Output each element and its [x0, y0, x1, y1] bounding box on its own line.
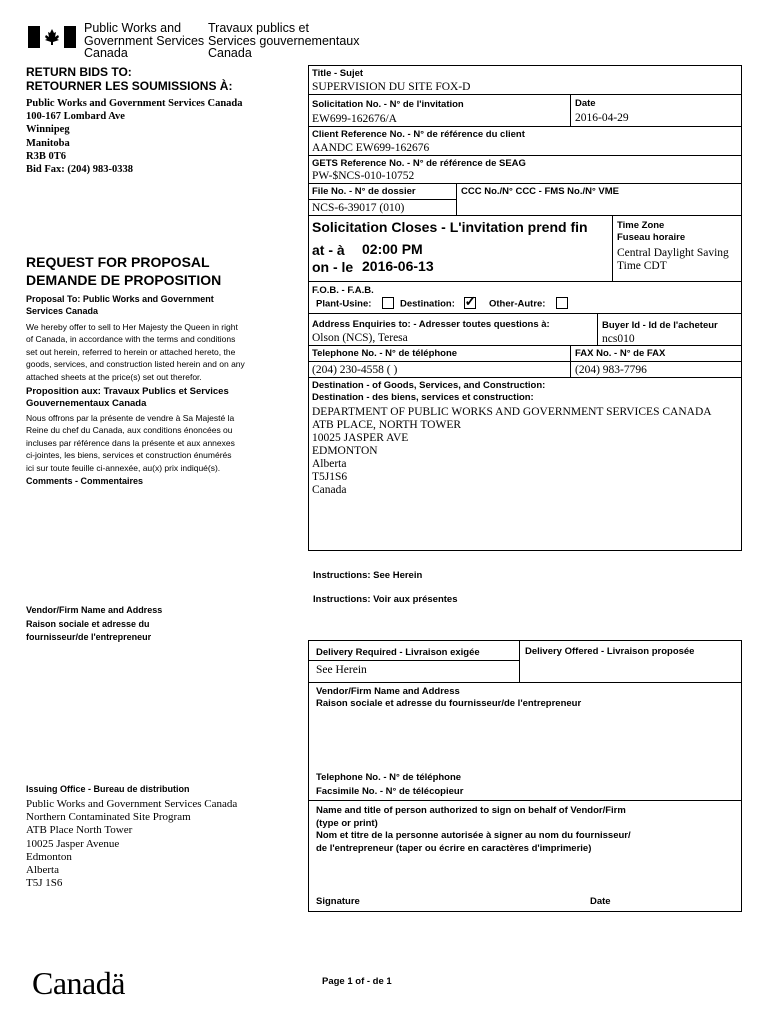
enquiries-value: Olson (NCS), Teresa	[312, 332, 408, 344]
canada-flag-icon	[28, 26, 76, 48]
gets-ref-value: PW-$NCS-010-10752	[312, 170, 415, 182]
plant-usine-checkbox[interactable]	[382, 297, 394, 309]
gets-ref-label: GETS Reference No. - N° de référence de SEAG	[312, 158, 526, 169]
phone-value: (204) 230-4558 ( )	[312, 364, 398, 376]
vendor-firm-label-left: Vendor/Firm Name and Address Raison sociale et adresse du fournisseur/de l'entrepreneur	[26, 605, 163, 642]
canada-wordmark-logo: Canadä	[32, 965, 125, 1001]
issuing-office-address: Public Works and Government Services Canada Northern Contaminated Site Program ATB Place North Tower 10025 Jasper Avenue Edmonton Alberta T5J 1S6	[26, 798, 238, 890]
offer-text-en: We hereby offer to sell to Her Majesty the Queen in right of Canada, in accordance with the terms and conditions set out herein, referred to herein or attached hereto, the goods, services, and construction listed herein and on any attached sheets at the price(s) set out therefor.	[26, 322, 245, 382]
proposal-to-label: Proposal To: Public Works and Government Services Canada	[26, 294, 214, 316]
fax-value: (204) 983-7796	[575, 364, 647, 376]
department-name-en: Public Works and Government Services Canada	[84, 21, 205, 60]
time-zone-label: Time Zone Fuseau horaire	[617, 220, 686, 243]
solicitation-value: EW699-162676/A	[312, 113, 397, 125]
destination-goods-label: Destination - of Goods, Services, and Construction: Destination - des biens, services et construction:	[312, 380, 546, 403]
client-ref-label: Client Reference No. - N° de référence du client	[312, 129, 525, 140]
fob-label: F.O.B. - F.A.B.	[312, 285, 374, 296]
title-label: Title - Sujet	[312, 68, 364, 79]
vendor-firm-label: Vendor/Firm Name and Address Raison sociale et adresse du fournisseur/de l'entrepreneur	[316, 686, 582, 709]
closes-at-label: at - à	[312, 242, 345, 258]
ccc-no-label: CCC No./N° CCC - FMS No./N° VME	[461, 186, 620, 197]
return-bids-address: Public Works and Government Services Canada 100-167 Lombard Ave Winnipeg Manitoba R3B 0T6 Bid Fax: (204) 983-0338	[26, 98, 243, 176]
instructions-fr: Instructions: Voir aux présentes	[313, 594, 458, 605]
date-value: 2016-04-29	[575, 112, 629, 124]
vendor-phone-label: Telephone No. - N° de téléphone	[316, 772, 462, 783]
comments-label: Comments - Commentaires	[26, 476, 144, 486]
buyer-id-value: ncs010	[602, 333, 635, 345]
page-number: Page 1 of - de 1	[322, 976, 392, 987]
signature-date-label: Date	[590, 896, 611, 907]
file-no-value: NCS-6-39017 (010)	[312, 202, 405, 214]
other-autre-label: Other-Autre:	[489, 298, 568, 311]
solicitation-closes-title: Solicitation Closes - L'invitation prend fin	[312, 219, 588, 235]
date-label: Date	[575, 98, 596, 109]
proposition-aux-label: Proposition aux: Travaux Publics et Services Gouvernementaux Canada	[26, 386, 229, 409]
other-autre-checkbox[interactable]	[556, 297, 568, 309]
delivery-required-value: See Herein	[316, 664, 367, 676]
delivery-required-label: Delivery Required - Livraison exigée	[316, 647, 480, 658]
solicitation-label: Solicitation No. - N° de l'invitation	[312, 99, 464, 110]
closes-date: 2016-06-13	[362, 258, 434, 274]
vendor-fax-label: Facsimile No. - N° de télécopieur	[316, 786, 464, 797]
destination-checkbox[interactable]	[464, 297, 476, 309]
closes-time: 02:00 PM	[362, 241, 423, 257]
fax-label: FAX No. - N° de FAX	[575, 348, 666, 359]
phone-label: Telephone No. - N° de téléphone	[312, 348, 458, 359]
request-for-proposal-title: REQUEST FOR PROPOSAL DEMANDE DE PROPOSITION	[26, 254, 222, 288]
return-bids-title: RETURN BIDS TO: RETOURNER LES SOUMISSIONS À:	[26, 65, 233, 93]
enquiries-label: Address Enquiries to: - Adresser toutes questions à:	[312, 319, 550, 330]
buyer-id-label: Buyer Id - Id de l'acheteur	[602, 320, 718, 331]
closes-on-label: on - le	[312, 259, 354, 275]
plant-usine-label: Plant-Usine:	[316, 298, 394, 311]
vendor-firm-input[interactable]	[316, 714, 736, 766]
authorized-person-label: Name and title of person authorized to sign on behalf of Vendor/Firm (type or print) Nom et titre de la personne autorisée à signer au nom du fournisseur/ de l'entrepreneur (taper ou écrire en caractères d'imprimerie)	[316, 805, 631, 854]
delivery-offered-label: Delivery Offered - Livraison proposée	[525, 646, 695, 657]
time-zone-value: Central Daylight Saving Time CDT	[617, 247, 729, 272]
department-name-fr: Travaux publics et Services gouvernementaux Canada	[208, 21, 360, 60]
title-value: SUPERVISION DU SITE FOX-D	[312, 81, 471, 93]
offer-text-fr: Nous offrons par la présente de vendre à Sa Majesté la Reine du chef du Canada, aux conditions énoncées ou incluses par référence dans la présente et aux annexes ci-jointes, les biens, services et construction énumérés ici sur toute feuille ci-annexée, au(x) prix indiqué(s).	[26, 413, 235, 473]
instructions-en: Instructions: See Herein	[313, 570, 423, 581]
file-no-label: File No. - N° de dossier	[312, 186, 416, 197]
destination-option-label: Destination: ✓	[400, 298, 476, 311]
destination-address: DEPARTMENT OF PUBLIC WORKS AND GOVERNMENT SERVICES CANADA ATB PLACE, NORTH TOWER 10025 JASPER AVE EDMONTON Alberta T5J1S6 Canada	[312, 406, 712, 496]
signature-label: Signature	[316, 896, 360, 907]
issuing-office-label: Issuing Office - Bureau de distribution	[26, 784, 190, 794]
client-ref-value: AANDC EW699-162676	[312, 142, 430, 154]
